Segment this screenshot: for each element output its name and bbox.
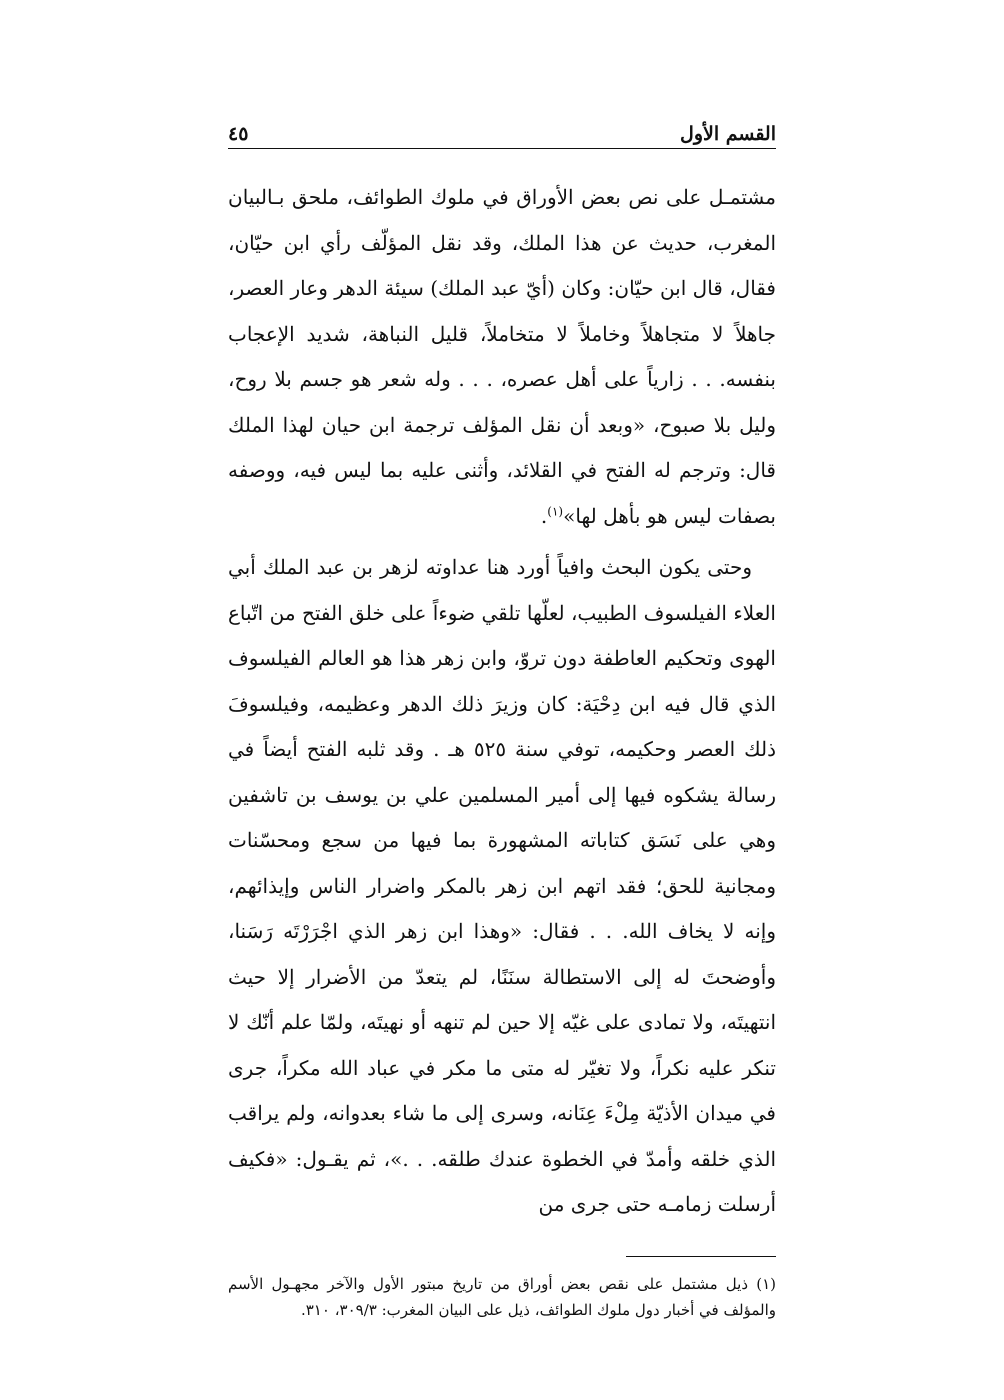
book-page [228,110,776,1323]
paragraph: وحتى يكون البحث وافياً أورد هنا عداوته لزهر بن عبد الملك أبي العلاء الفيلسوف الطبيب، لعلّها تلقي ضوءاً على خلق الفتح من اتّباع الهوى وتحكيم العاطفة دون تروّ، وابن زهر هذا هو العالم الفيلسوف الذي قال فيه ابن دِحْيَة: كان وزيرَ ذلك الدهر وعظيمه، وفيلسوفَ ذلك العصر وحكيمه، توفي سنة ٥٢٥ هـ . وقد ثلبه الفتح أيضاً في رسالة يشكوه فيها إلى أمير المسلمين علي بن يوسف بن تاشفين وهي على نَسَق كتاباته المشهورة بما فيها من سجع ومحسّنات ومجانية للحق؛ فقد اتهم ابن زهر بالمكر واضرار الناس وإيذائهم، وإنه لا يخاف الله. . . فقال: «وهذا ابن زهر الذي اجْرَرْتَه رَسَنا، وأوضحتَ له إلى الاستطالة سنَنًا، لم يتعدّ من الأضرار إلا حيث انتهيتَه، ولا تمادى على غيّه إلا حين لم تنهه أو نهيتَه، ولمّا علم أنّك لا تنكر عليه نكراً، ولا تغيّر له متى ما مكر في عباد الله مكراً، جرى في ميدان الأذيّة مِلْءَ عِنَانه، وسرى إلى ما شاء بعدوانه، ولم يراقب الذي خلقه وأمدّ في الخطوة عندك طلقه. . .»، ثم يقـول: «فكيف أرسلت زمامـه حتى جرى من [228,555,777,1216]
footnote-reference: (١) [547,503,564,518]
header-rule [228,148,776,149]
paragraph [228,175,776,539]
paragraph-end: . [540,503,548,528]
body-text [228,175,776,1228]
footnote: (١) ذيل مشتمل على نقص بعض أوراق من تاريخ مبتور الأول والآخر مجهـول الأسم والمؤلف في أخبار دول ملوك الطوائف، ذيل على البيان المغرب: ٣٠٩/٣، ٣١٠. [228,1274,776,1319]
footnote-rule [626,1256,776,1257]
page-number: ٤٥ [228,123,249,145]
section-title: القسم الأول [680,123,776,145]
paragraph-text: مشتمـل على نص بعض الأوراق في ملوك الطوائف، ملحق بـالبيان المغرب، حديث عن هذا الملك، وقد نقل المؤلّف رأي ابن حيّان، فقال، قال ابن حيّان: وكان (أيّ عبد الملك) سيئة الدهر وعار العصر، جاهلاً لا متجاهلاً وخاملاً لا متخاملاً، قليل النباهة، شديد الإعجاب بنفسه. . . زارياً على أهل عصره، . . . وله شعر هو جسم بلا روح، وليل بلا صبوح، «وبعد أن نقل المؤلف ترجمة ابن حيان لهذا الملك قال: وترجم له الفتح في القلائد، وأثنى عليه بما ليس فيه، ووصفه بصفات ليس هو بأهل لها» [228,185,777,528]
running-header [228,110,776,144]
